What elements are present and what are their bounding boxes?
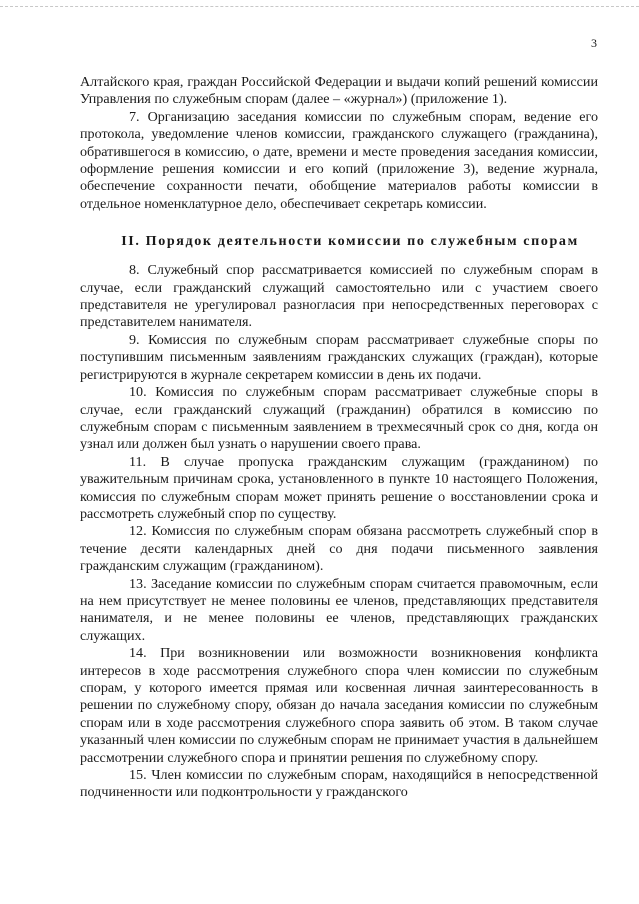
paragraph-11: 11. В случае пропуска гражданским служащим (гражданином) по уважительным причинам срока, установленного в пункте 10 настоящего Положения, комиссия по служебным спорам может принять решение о восстановлении срока и рассмотреть служебный спор по существу. — [80, 453, 598, 522]
paragraph-13: 13. Заседание комиссии по служебным спорам считается правомочным, если на нем присутствует не менее половины ее членов, представляющих представителя нанимателя, и не менее половины ее членов, представляющих гражданских служащих. — [80, 575, 598, 644]
paragraph-10: 10. Комиссия по служебным спорам рассматривает служебные споры в случае, если гражданский служащий (гражданин) обратился в комиссию по служебным спорам с письменным заявлением в трехмесячный срок со дня, когда он узнал или должен был узнать о нарушении своего права. — [80, 384, 598, 453]
page-number: 3 — [591, 36, 597, 50]
document-body — [80, 74, 598, 802]
section-heading: II. Порядок деятельности комиссии по служебным спорам — [121, 233, 579, 250]
paragraph-continuation: Алтайского края, граждан Российской Федерации и выдачи копий решений комиссии Управления по служебным спорам (далее – «журнал») (приложение 1). — [80, 74, 598, 108]
paragraph-15: 15. Член комиссии по служебным спорам, находящийся в непосредственной подчиненности или подконтрольности у гражданского — [80, 767, 598, 801]
paragraph-7: 7. Организацию заседания комиссии по служебным спорам, ведение его протокола, уведомление членов комиссии, гражданского служащего (гражданина), обратившегося в комиссию, о дате, времени и месте проведения заседания комиссии, оформление решения комиссии и его копий (приложение 3), ведение журнала, обеспечение сохранности печати, обобщение материалов работы комиссии в отдельное номенклатурное дело, обеспечивает секретарь комиссии. — [80, 108, 598, 212]
paragraph-14: 14. При возникновении или возможности возникновения конфликта интересов в ходе рассмотрения служебного спора член комиссии по служебным спорам, у которого имеется прямая или косвенная личная заинтересованность в решении по служебному спору, обязан до начала заседания комиссии по служебным спорам или в ходе рассмотрения служебного спора заявить об этом. В таком случае указанный член комиссии по служебным спорам не принимает участия в дальнейшем рассмотрении служебного спора и принятии решения по служебному спору. — [80, 645, 598, 766]
paragraph-8: 8. Служебный спор рассматривается комиссией по служебным спорам в случае, если гражданский служащий самостоятельно или с участием своего представителя не урегулировал разногласия при непосредственных переговорах с представителем нанимателя. — [80, 262, 598, 331]
scan-edge-line — [0, 6, 639, 7]
paragraph-12: 12. Комиссия по служебным спорам обязана рассмотреть служебный спор в течение десяти календарных дней со дня подачи письменного заявления гражданским служащим (гражданином). — [80, 523, 598, 575]
paragraph-9: 9. Комиссия по служебным спорам рассматривает служебные споры по поступившим письменным заявлениям гражданских служащих (граждан), которые регистрируются в журнале секретарем комиссии в день их подачи. — [80, 331, 598, 383]
